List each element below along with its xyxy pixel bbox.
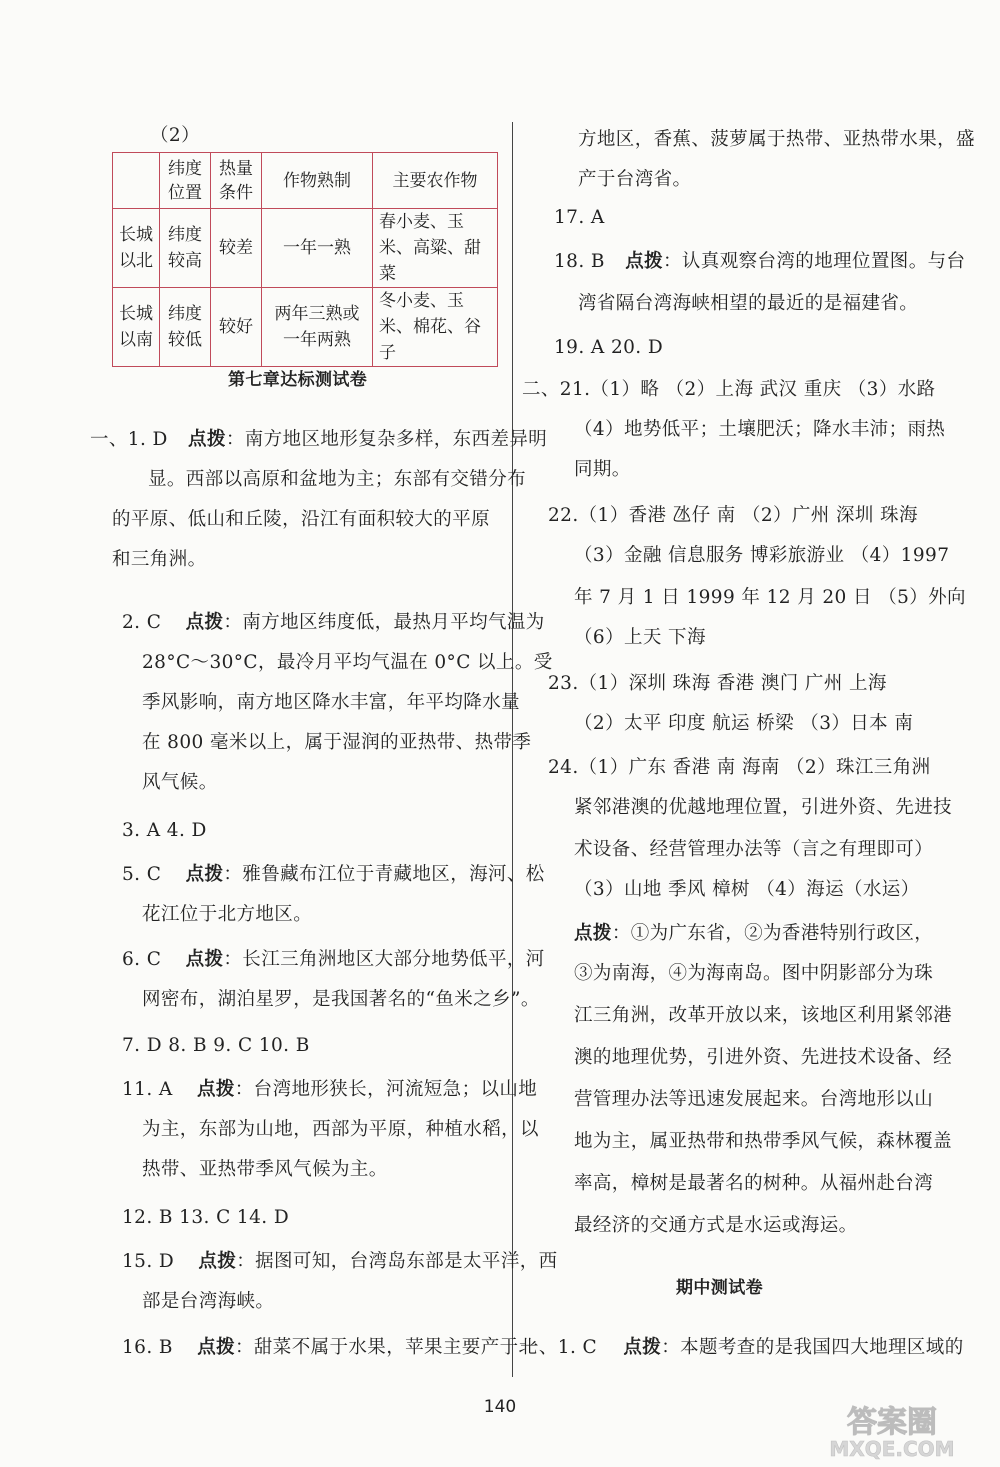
question-number: 二、21.	[522, 379, 591, 400]
table-header-cell: 热量条件	[211, 153, 262, 209]
answers-12-14: 12. B 13. C 14. D	[122, 1207, 290, 1228]
tip-label: 点拨	[623, 1337, 662, 1358]
answers-3-4: 3. A 4. D	[122, 820, 207, 841]
answer-text: （1）深圳 珠海 香港 澳门 广州 上海	[578, 673, 887, 694]
table-cell: 冬小麦、玉米、棉花、谷子	[373, 288, 498, 367]
page-number: 140	[483, 1397, 517, 1417]
answer-text: 湾省隔台湾海峡相望的最近的是福建省。	[578, 293, 919, 314]
tip-label: 点拨	[197, 1337, 235, 1358]
answer-text: 地为主，属亚热带和热带季风气候，森林覆盖	[574, 1131, 953, 1152]
table-cell: 春小麦、玉米、高粱、甜菜	[373, 209, 498, 288]
tip-label: 点拨	[625, 251, 663, 272]
question-5	[122, 863, 545, 887]
watermark-logo	[800, 1400, 980, 1462]
answer-text: 网密布，湖泊星罗，是我国著名的“鱼米之乡”。	[142, 989, 540, 1010]
question-11	[122, 1078, 537, 1102]
answer-text: ：①为广东省，②为香港特别行政区，	[611, 923, 934, 944]
answer-text: （1）香港 氹仔 南 （2）广州 深圳 珠海	[578, 505, 918, 526]
answer-text: ：甜菜不属于水果，苹果主要产于北	[235, 1337, 538, 1358]
question-16	[122, 1336, 537, 1360]
question-6	[122, 948, 545, 972]
answer-text: 28°C～30°C，最冷月平均气温在 0°C 以上。受	[142, 652, 553, 673]
section-title: 期中测试卷	[676, 1278, 763, 1298]
answer-text: 江三角洲，改革开放以来，该地区利用紧邻港	[574, 1005, 953, 1026]
answers-19-20: 19. A 20. D	[554, 337, 664, 358]
answer-text: ：长江三角洲地区大部分地势低平，河	[223, 949, 545, 970]
table-cell: 纬度较低	[160, 288, 211, 367]
answer-text: （1）略 （2）上海 武汉 重庆 （3）水路	[590, 379, 936, 400]
table-cell: 纬度较高	[160, 209, 211, 288]
svg-text:答案圈: 答案圈	[847, 1405, 937, 1440]
answer-text: ③为南海，④为海南岛。图中阴影部分为珠	[574, 963, 934, 984]
answers-7-10: 7. D 8. B 9. C 10. B	[122, 1035, 310, 1056]
question-number: 16. B	[122, 1337, 173, 1358]
answer-text: 率高，樟树是最著名的树种。从福州赴台湾	[574, 1173, 934, 1194]
table-row	[113, 288, 498, 367]
question-23	[548, 672, 887, 696]
question-21	[522, 378, 936, 402]
answer-text: （6）上天 下海	[574, 627, 706, 648]
svg-text:MXQE.COM: MXQE.COM	[829, 1437, 955, 1461]
tip-label: 点拨	[188, 429, 226, 450]
tip-label: 点拨	[185, 864, 224, 885]
tip-paragraph	[574, 922, 933, 946]
tip-label: 点拨	[185, 612, 224, 633]
table-header-cell: 纬度位置	[160, 153, 211, 209]
tip-label: 点拨	[185, 949, 224, 970]
answer-text: 的平原、低山和丘陵，沿江有面积较大的平原	[112, 509, 491, 530]
answer-text: 年 7 月 1 日 1999 年 12 月 20 日 （5）外向	[574, 587, 966, 608]
question-number: 6. C	[122, 949, 162, 970]
question-22	[548, 504, 918, 528]
question-number: 5. C	[122, 864, 162, 885]
part2-label: （2）	[150, 125, 200, 146]
answer-text: 花江位于北方地区。	[142, 904, 313, 925]
table-header-cell: 作物熟制	[262, 153, 373, 209]
answer-17: 17. A	[554, 207, 605, 228]
answer-text: （4）地势低平；土壤肥沃；降水丰沛；雨热	[574, 419, 946, 440]
question-number: 23.	[548, 673, 579, 694]
answer-text: 热带、亚热带季风气候为主。	[142, 1159, 388, 1180]
agriculture-table	[112, 152, 498, 367]
answer-text: 澳的地理优势，引进外资、先进技术设备、经	[574, 1047, 953, 1068]
answer-text: （3）金融 信息服务 博彩旅游业 （4）1997	[574, 545, 950, 566]
answer-text: ：南方地区纬度低，最热月平均气温为	[223, 612, 545, 633]
answer-text: 紧邻港澳的优越地理位置，引进外资、先进技	[574, 797, 953, 818]
answer-text: 方地区，香蕉、菠萝属于热带、亚热带水果，盛	[578, 129, 975, 150]
table-cell: 较差	[211, 209, 262, 288]
question-15	[122, 1250, 558, 1274]
answer-text: ：本题考查的是我国四大地理区域的	[661, 1337, 964, 1358]
table-cell: 两年三熟或一年两熟	[262, 288, 373, 367]
tip-label: 点拨	[574, 923, 612, 944]
question-number: 2. C	[122, 612, 162, 633]
table-header-cell	[113, 153, 160, 209]
question-number: 11. A	[122, 1079, 173, 1100]
question-2	[122, 611, 545, 635]
question-18	[554, 250, 965, 274]
answer-text: ：雅鲁藏布江位于青藏地区，海河、松	[223, 864, 545, 885]
table-cell: 长城以南	[113, 288, 160, 367]
answer-text: ：认真观察台湾的地理位置图。与台	[663, 251, 966, 272]
section-title: 第七章达标测试卷	[228, 370, 368, 390]
table-row	[113, 209, 498, 288]
answer-text: 和三角洲。	[112, 549, 207, 570]
question-number: 22.	[548, 505, 579, 526]
question-number: 15. D	[122, 1251, 175, 1272]
tip-label: 点拨	[198, 1251, 237, 1272]
answer-text: ：南方地区地形复杂多样，东西差异明	[225, 429, 548, 450]
answer-text: 显。西部以高原和盆地为主；东部有交错分布	[148, 469, 527, 490]
answer-text: （2）太平 印度 航运 桥梁 （3）日本 南	[574, 713, 914, 734]
question-number: 18. B	[554, 251, 605, 272]
table-cell: 较好	[211, 288, 262, 367]
question-number: 一、1. D	[90, 429, 168, 450]
answer-text: ：据图可知，台湾岛东部是太平洋，西	[236, 1251, 558, 1272]
tip-label: 点拨	[196, 1079, 235, 1100]
watermark-graphic	[800, 1400, 980, 1462]
question-1	[90, 428, 547, 452]
question-number: 24.	[548, 757, 579, 778]
answer-text: 产于台湾省。	[578, 169, 692, 190]
table-cell: 一年一熟	[262, 209, 373, 288]
answer-text: 营管理办法等迅速发展起来。台湾地形以山	[574, 1089, 934, 1110]
answer-text: 为主，东部为山地，西部为平原，种植水稻，以	[142, 1119, 539, 1140]
midterm-question-1	[520, 1336, 964, 1360]
answer-text: 风气候。	[142, 772, 218, 793]
answer-text: （1）广东 香港 南 海南 （2）珠江三角洲	[578, 757, 931, 778]
answer-text: 季风影响，南方地区降水丰富，年平均降水量	[142, 692, 521, 713]
answer-text: 在 800 毫米以上，属于湿润的亚热带、热带季	[142, 732, 532, 753]
answer-text: 部是台湾海峡。	[142, 1291, 275, 1312]
answer-text: （3）山地 季风 樟树 （4）海运（水运）	[574, 879, 920, 900]
table-cell: 长城以北	[113, 209, 160, 288]
answer-text: 最经济的交通方式是水运或海运。	[574, 1215, 858, 1236]
question-24	[548, 756, 931, 780]
table-header-cell: 主要农作物	[373, 153, 498, 209]
answer-text: 术设备、经营管理办法等（言之有理即可）	[574, 839, 934, 860]
answer-text: ：台湾地形狭长，河流短急；以山地	[234, 1079, 538, 1100]
answer-text: 同期。	[574, 459, 631, 480]
question-number: 一、1. C	[520, 1337, 598, 1358]
